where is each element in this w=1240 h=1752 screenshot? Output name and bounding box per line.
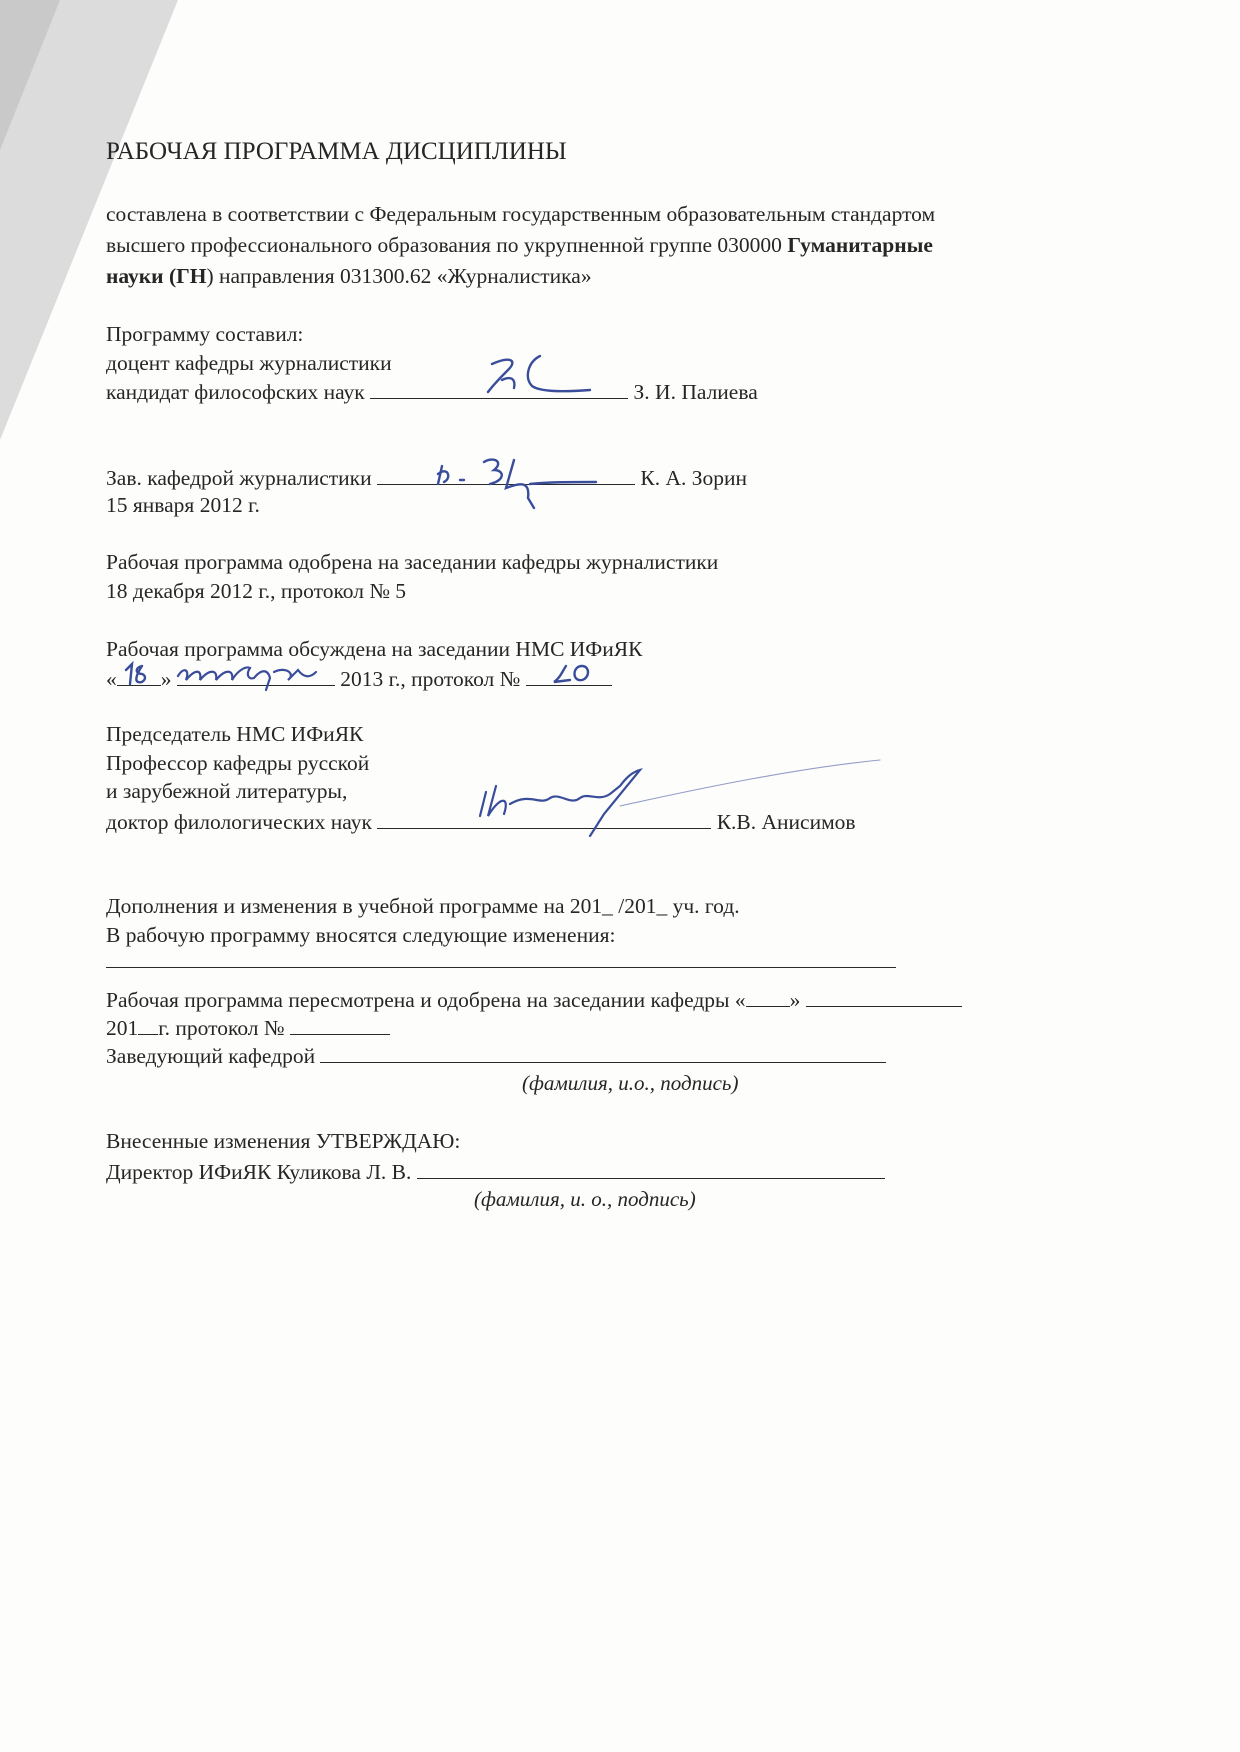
changes-blank-line xyxy=(106,967,896,968)
review-month-blank xyxy=(806,985,962,1007)
document-title: РАБОЧАЯ ПРОГРАММА ДИСЦИПЛИНЫ xyxy=(106,138,567,165)
author-signature xyxy=(480,352,600,402)
changes-line-1: Дополнения и изменения в учебной программе на 201_ /201_ уч. год. xyxy=(106,894,740,918)
intro-line-1: составлена в соответствии с Федеральным государственным образовательным стандартом xyxy=(106,202,936,226)
chairman-line-2: Профессор кафедры русской xyxy=(106,751,370,775)
head-name: К. А. Зорин xyxy=(640,466,748,490)
changes-head-signature-line xyxy=(320,1041,886,1063)
author-heading: Программу составил: xyxy=(106,322,304,346)
chairman-line-3: и зарубежной литературы, xyxy=(106,779,348,803)
changes-head-caption: (фамилия, и.о., подпись) xyxy=(522,1071,739,1095)
review-year-blank xyxy=(138,1013,158,1035)
author-position: доцент кафедры журналистики xyxy=(106,351,392,375)
author-name: З. И. Палиева xyxy=(633,380,758,404)
chairman-signature xyxy=(470,756,890,846)
review-day-blank xyxy=(746,985,790,1007)
review-protocol-blank xyxy=(290,1013,390,1035)
director-signature-line xyxy=(417,1157,885,1179)
director-line-1: Внесенные изменения УТВЕРЖДАЮ: xyxy=(106,1129,461,1153)
director-caption: (фамилия, и. о., подпись) xyxy=(474,1187,696,1211)
changes-head-line: Заведующий кафедрой xyxy=(106,1041,886,1069)
head-line: Зав. кафедрой журналистики К. А. Зорин xyxy=(106,463,747,491)
director-line-2: Директор ИФиЯК Куликова Л. В. xyxy=(106,1157,885,1185)
author-line: кандидат философских наук З. И. Палиева xyxy=(106,377,758,405)
changes-year-line: 201 г. протокол № xyxy=(106,1013,390,1041)
approval-line-1: Рабочая программа одобрена на заседании кафедры журналистики xyxy=(106,550,719,574)
approval-line-2: 18 декабря 2012 г., протокол № 5 xyxy=(106,579,407,603)
changes-line-2: В рабочую программу вносятся следующие изменения: xyxy=(106,923,616,947)
intro-line-2: высшего профессионального образования по укрупненной группе 030000 Гуманитарные xyxy=(106,233,933,257)
head-signature xyxy=(430,452,610,512)
chairman-name: К.В. Анисимов xyxy=(716,810,856,834)
intro-bold-term: Гуманитарные xyxy=(787,233,933,257)
intro-line-3: науки (ГН) направления 031300.62 «Журналистика» xyxy=(106,264,592,288)
chairman-line-4: доктор филологических наук К.В. Анисимов xyxy=(106,807,856,835)
intro-bold-code: науки (ГН xyxy=(106,264,207,288)
changes-review-line: Рабочая программа пересмотрена и одобрена на заседании кафедры « » xyxy=(106,985,962,1013)
chairman-line-1: Председатель НМС ИФиЯК xyxy=(106,722,364,746)
head-date: 15 января 2012 г. xyxy=(106,493,260,517)
discussion-line-2: « » 2013 г., протокол № xyxy=(106,664,612,692)
discussion-handwritten-entries xyxy=(120,652,640,692)
discussion-line-1: Рабочая программа обсуждена на заседании НМС ИФиЯК xyxy=(106,637,643,661)
